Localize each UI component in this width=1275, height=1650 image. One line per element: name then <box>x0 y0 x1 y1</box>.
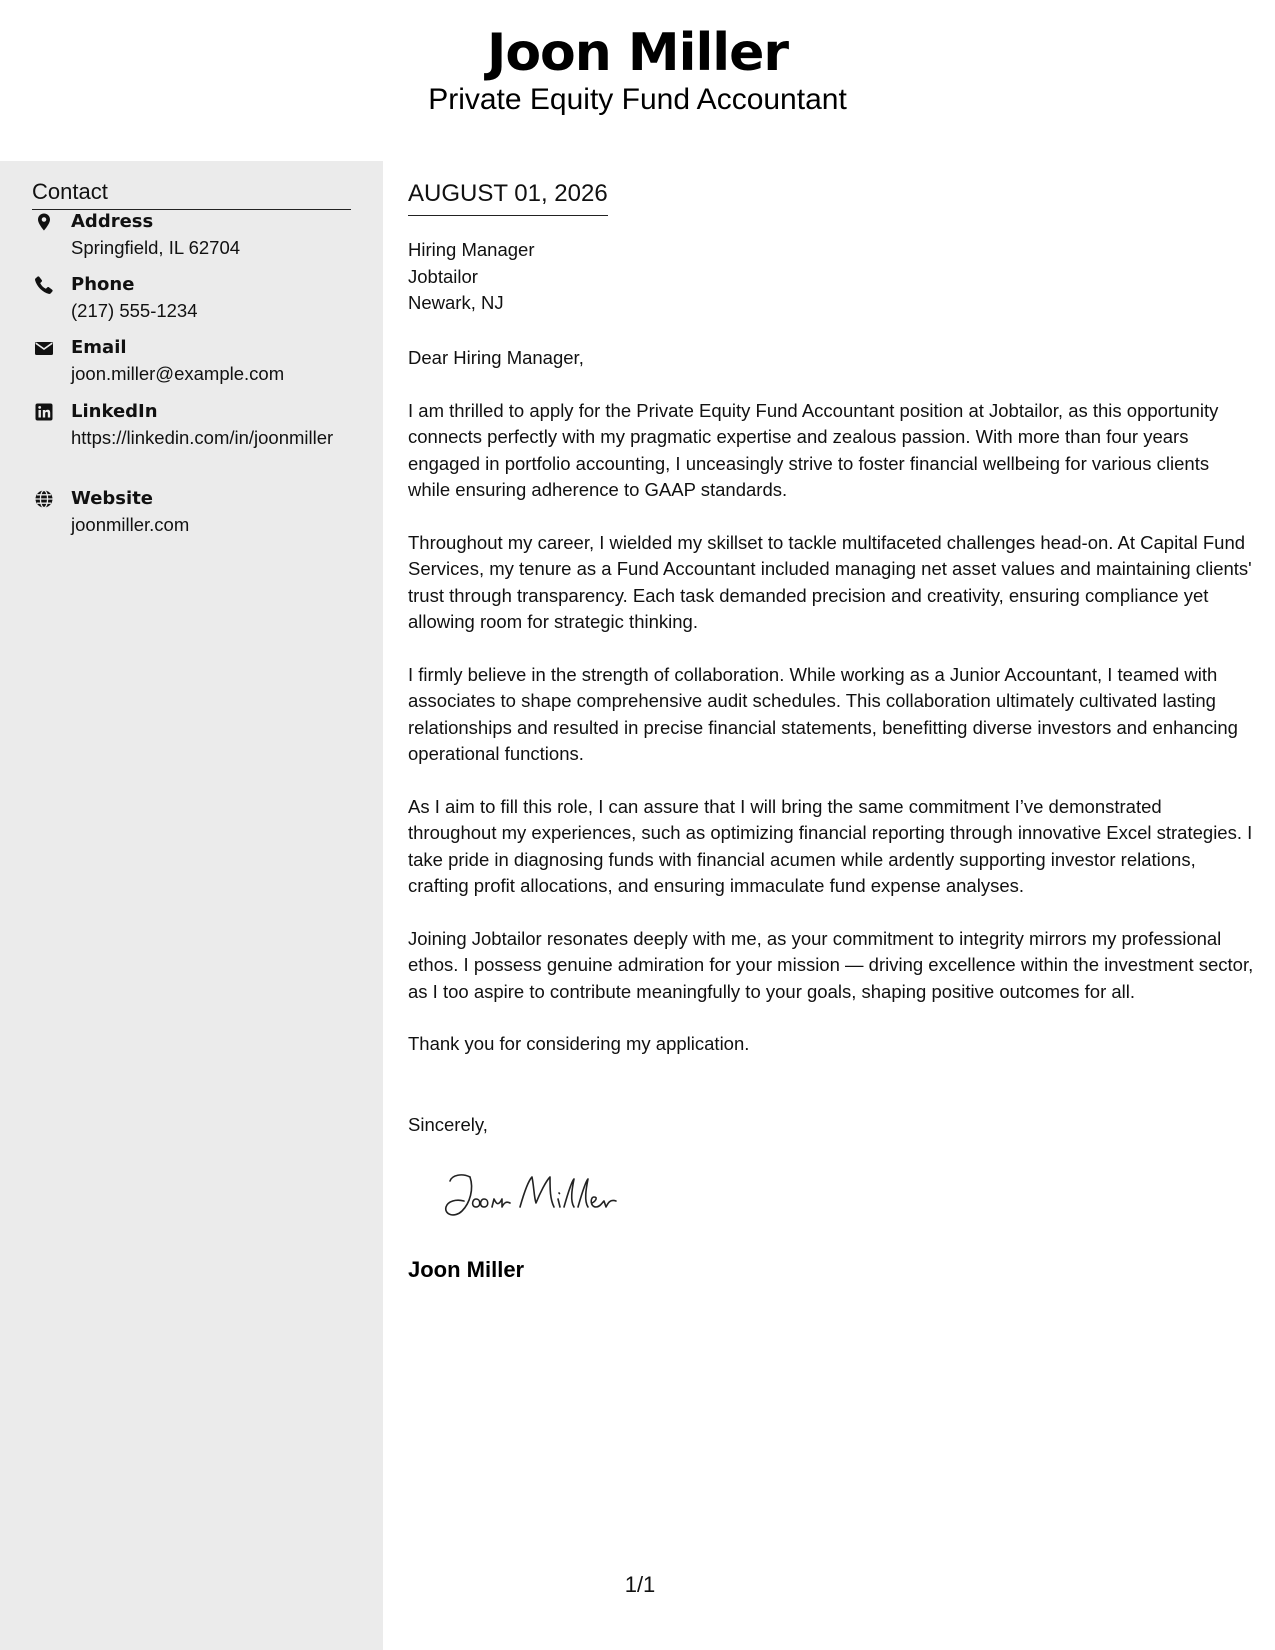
contact-label: Website <box>71 488 154 509</box>
salutation: Dear Hiring Manager, <box>408 347 584 368</box>
handwritten-signature <box>440 1163 640 1223</box>
signer-name: Joon Miller <box>408 1257 525 1282</box>
applicant-name: Joon Miller <box>486 23 789 83</box>
envelope-icon <box>34 338 54 358</box>
contact-value: https://linkedin.com/in/joonmiller <box>71 427 334 448</box>
letter-paragraph: Joining Jobtailor resonates deeply with me, as your commitment to integrity mirrors my professional ethos. I possess genuine admiration for your mission — driving excellence within the investment sector, as I too aspire to contribute meaningfully to your goals, shaping positive outcomes for all. <box>408 927 1254 1002</box>
letter-date: AUGUST 01, 2026 <box>408 177 608 216</box>
letter-paragraph: Throughout my career, I wielded my skillset to tackle multifaceted challenges head-on. At Capital Fund Services, my tenure as a Fund Accountant included managing net asset values and maintaining clients' trust through transparency. Each task demanded precision and creativity, ensuring compliance yet allowing room for strategic thinking. <box>408 531 1252 632</box>
contact-label: Email <box>71 337 127 358</box>
page-number: 1/1 <box>624 1572 656 1597</box>
recipient-line: Newark, NJ <box>408 292 504 313</box>
letter-paragraph: As I aim to fill this role, I can assure that I will bring the same commitment I’ve demonstrated throughout my experiences, such as optimizing financial reporting through innovative Excel strategies. I take pride in diagnosing funds with financial acumen while ardently supporting investor relations, crafting profit allocations, and ensuring immaculate fund expense analyses. <box>408 795 1253 896</box>
letter-paragraph: I am thrilled to apply for the Private Equity Fund Accountant position at Jobtailor, as this opportunity connects perfectly with my pragmatic expertise and zealous passion. With more than four years engaged in portfolio accounting, I unceasingly strive to foster financial wellbeing for various clients while ensuring adherence to GAAP standards. <box>408 399 1219 500</box>
letter-paragraph: I firmly believe in the strength of collaboration. While working as a Junior Accountant, I teamed with associates to shape comprehensive audit schedules. This collaboration ultimately cultivated lasting relationships and resulted in precise financial statements, benefitting diverse investors and enhancing operational functions. <box>408 663 1238 764</box>
contact-value: Springfield, IL 62704 <box>71 237 241 258</box>
contact-label: LinkedIn <box>71 401 158 422</box>
letter-header <box>0 0 1275 161</box>
contact-heading: Contact <box>32 177 351 210</box>
recipient-block <box>408 237 534 317</box>
letter-paragraph: Thank you for considering my application. <box>408 1033 750 1054</box>
contact-value: joonmiller.com <box>71 514 190 535</box>
phone-icon <box>34 275 54 295</box>
contact-sidebar <box>0 161 383 1650</box>
recipient-line: Jobtailor <box>408 265 478 287</box>
recipient-line: Hiring Manager <box>408 239 535 260</box>
applicant-title: Private Equity Fund Accountant <box>428 83 847 116</box>
map-pin-icon <box>34 212 54 232</box>
letter-body <box>408 345 1254 1084</box>
closing: Sincerely, <box>408 1114 488 1135</box>
contact-label: Phone <box>71 274 135 295</box>
contact-value: (217) 555-1234 <box>71 300 198 321</box>
linkedin-icon <box>34 402 54 422</box>
contact-label: Address <box>71 211 154 232</box>
contact-value: joon.miller@example.com <box>71 363 285 384</box>
globe-icon <box>34 489 54 509</box>
